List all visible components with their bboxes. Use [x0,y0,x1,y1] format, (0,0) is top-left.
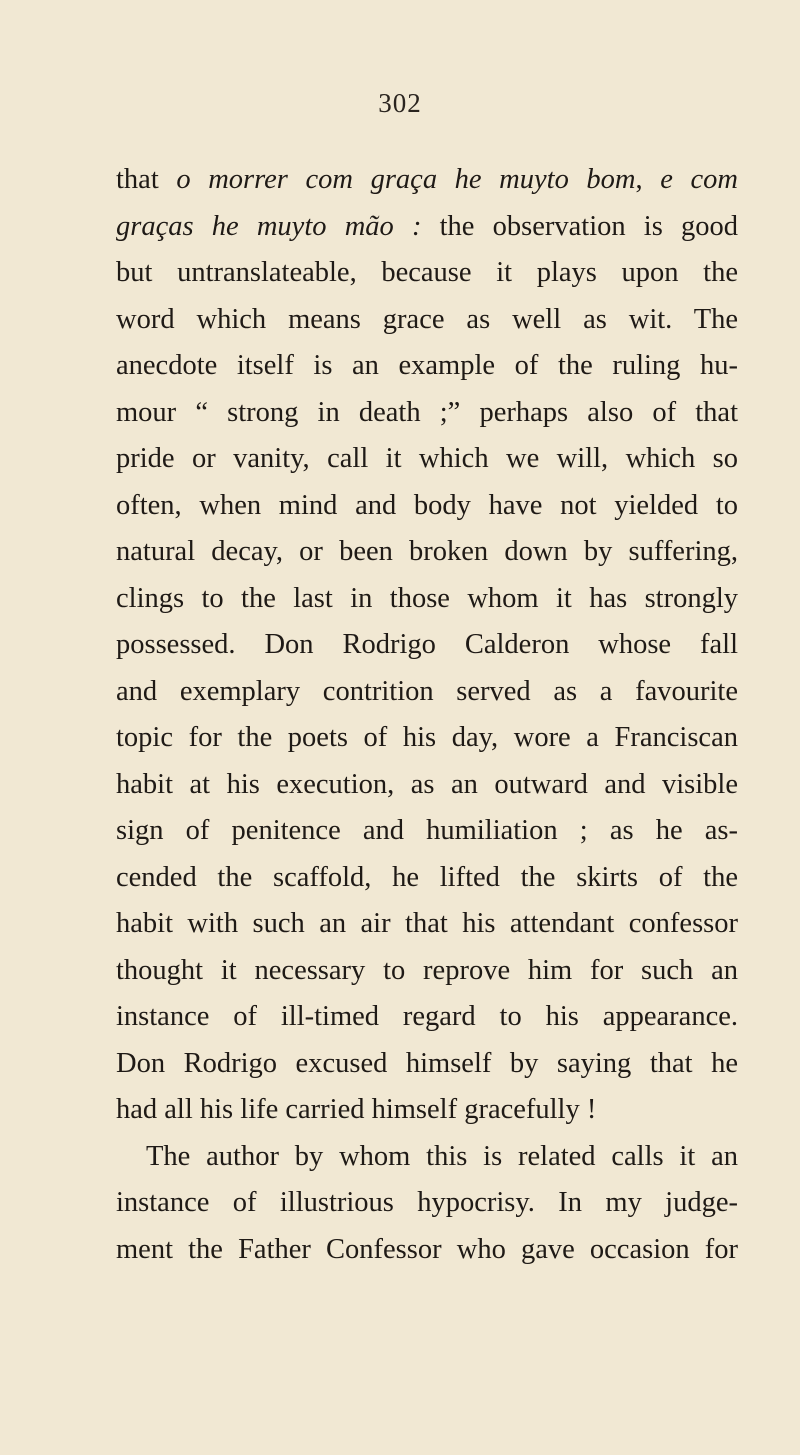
body-text [116,157,738,1273]
text-line: often, when mind and body have not yielded to [116,489,738,521]
text-line: that o morrer com graça he muyto bom, e com [116,164,738,195]
text-line: sign of penitence and humiliation ; as he as- [116,815,738,846]
text-line: topic for the poets of his day, wore a Franciscan [116,722,738,753]
text-line: cended the scaffold, he lifted the skirts of the [116,861,738,893]
italic-phrase: e com [660,164,738,195]
text-line: had all his life carried himself gracefully ! [116,1094,597,1125]
text-line: but untranslateable, because it plays upon the [116,257,738,288]
text-line: word which means grace as well as wit. The [116,303,738,335]
text-line: instance of illustrious hypocrisy. In my judge- [116,1187,738,1218]
text-line: habit at his execution, as an outward and visible [116,768,738,800]
text-line: Don Rodrigo excused himself by saying that he [116,1047,738,1079]
italic-phrase: o morrer com graça he muyto bom [176,164,636,195]
italic-phrase: graças he muyto mão : [116,210,422,242]
text-line: natural decay, or been broken down by suffering, [116,536,738,567]
text-line: clings to the last in those whom it has strongly [116,582,738,614]
text-line: and exemplary contrition served as a favourite [116,675,738,707]
text-line: possessed. Don Rodrigo Calderon whose fall [116,629,738,660]
text-line: habit with such an air that his attendant confessor [116,908,738,939]
text-line: thought it necessary to reprove him for such an [116,954,738,986]
text-line: graças he muyto mão : the observation is good [116,210,738,242]
text-line: ment the Father Confessor who gave occasion for [116,1233,738,1265]
text-line: instance of ill-timed regard to his appearance. [116,1001,738,1032]
text-line: pride or vanity, call it which we will, which so [116,443,738,474]
text-line: anecdote itself is an example of the ruling hu- [116,350,738,381]
text-line: mour “ strong in death ;” perhaps also of that [116,396,738,428]
text-line: The author by whom this is related calls it an [146,1140,738,1172]
page-number: 302 [378,88,422,118]
